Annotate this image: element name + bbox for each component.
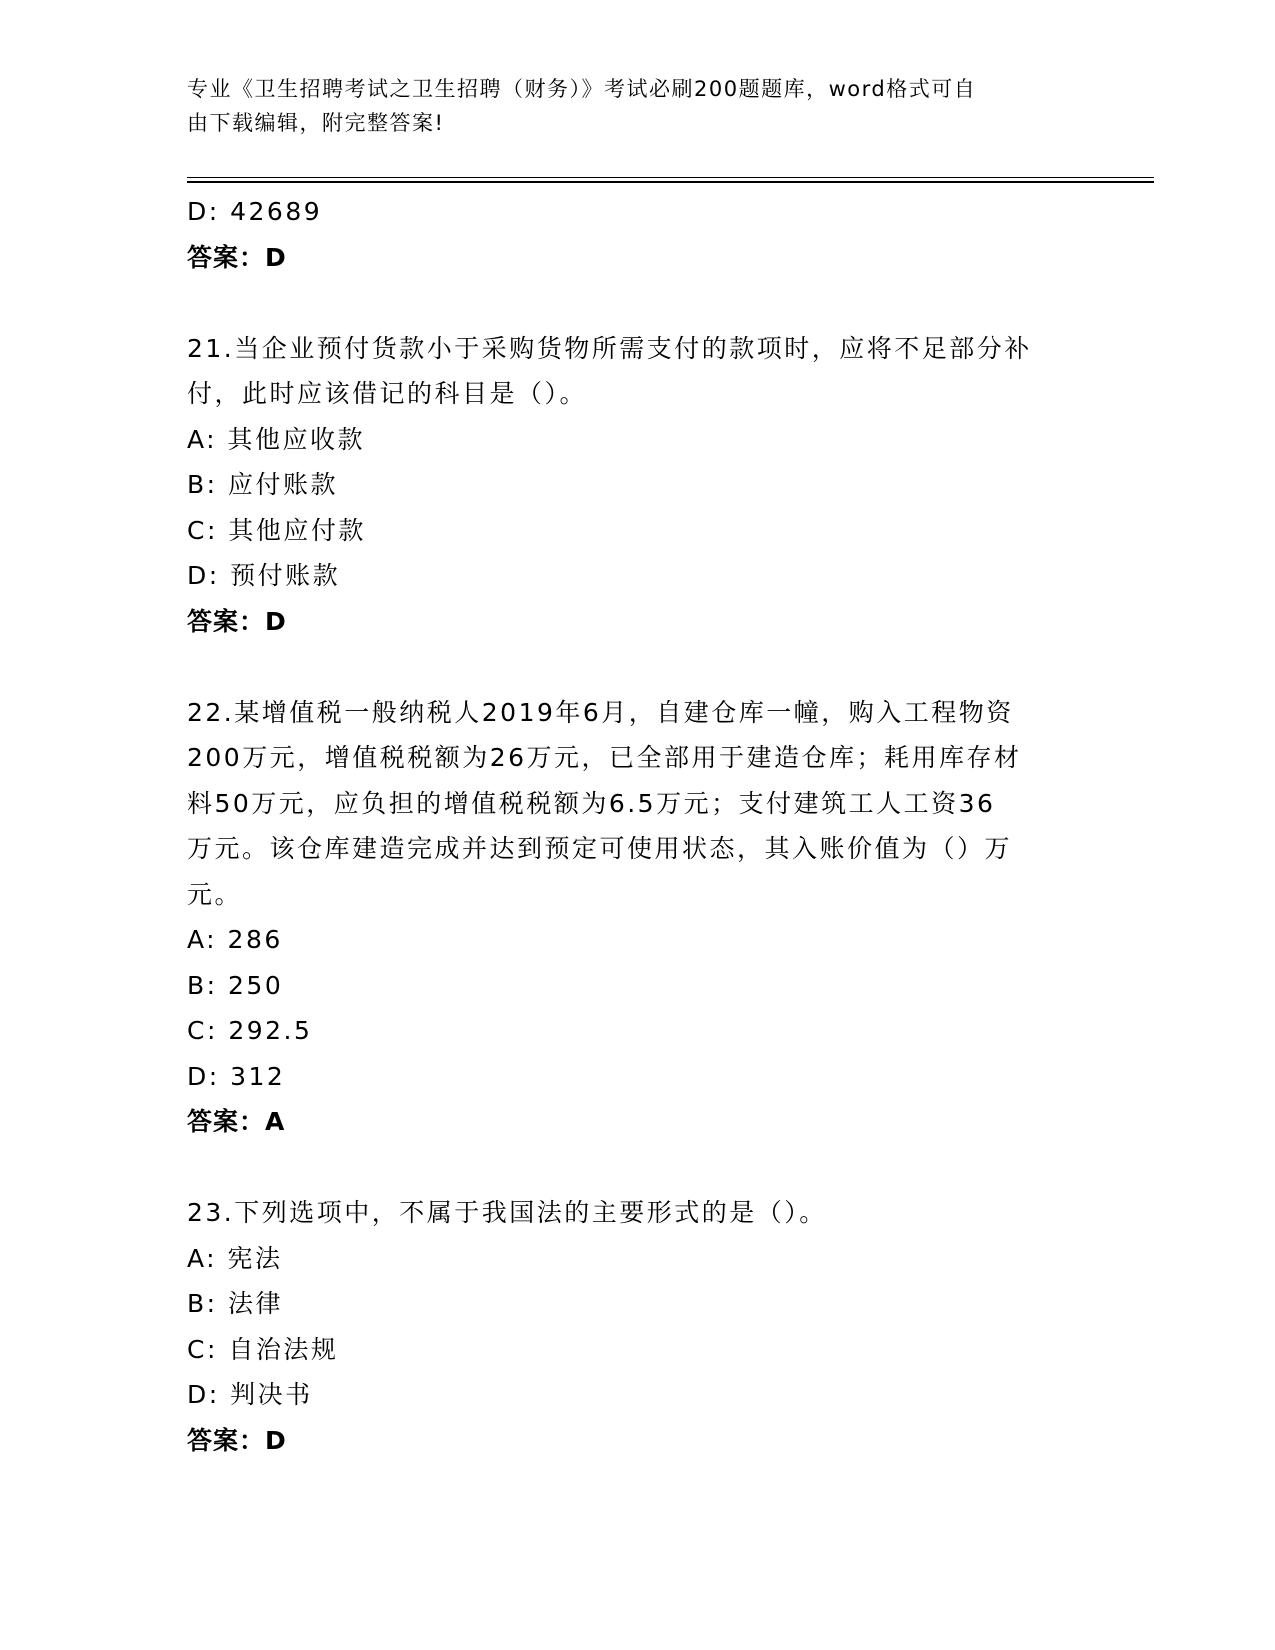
- question-stem-line: 料50万元，应负担的增值税税额为6.5万元；支付建筑工人工资36: [187, 788, 996, 818]
- header-divider-thick: [187, 181, 1154, 183]
- question-21: [187, 326, 1087, 645]
- header-title-line-1: 专业《卫生招聘考试之卫生招聘（财务）》考试必刷200题题库，word格式可自: [187, 77, 977, 101]
- option-d: D: 42689: [187, 197, 323, 226]
- option-b: B: 应付账款: [187, 470, 339, 499]
- header-title-line-2: 由下载编辑，附完整答案!: [187, 111, 445, 135]
- document-header: [187, 72, 1067, 140]
- question-stem-line: 万元。该仓库建造完成并达到预定可使用状态，其入账价值为（）万: [187, 834, 1013, 863]
- header-divider-thin: [187, 177, 1154, 178]
- option-d: D: 312: [187, 1061, 286, 1091]
- option-a: A: 其他应收款: [187, 424, 366, 454]
- option-b: B: 法律: [187, 1289, 284, 1318]
- option-c: C: 292.5: [187, 1016, 313, 1045]
- question-22: [187, 690, 1087, 1145]
- question-stem-line: 23.下列选项中，不属于我国法的主要形式的是（）。: [187, 1198, 827, 1227]
- question-stem-line: 22.某增值税一般纳税人2019年6月，自建仓库一幢，购入工程物资: [187, 697, 1014, 727]
- option-d: D: 预付账款: [187, 561, 341, 590]
- answer-line: 答案：A: [187, 1107, 286, 1136]
- previous-question-tail: [187, 189, 1087, 280]
- option-d: D: 判决书: [187, 1380, 313, 1409]
- option-c: C: 自治法规: [187, 1334, 339, 1364]
- option-b: B: 250: [187, 970, 284, 1000]
- spacer: [187, 644, 1087, 690]
- answer-line: 答案：D: [187, 1425, 287, 1455]
- option-a: A: 286: [187, 925, 283, 954]
- question-stem-line: 元。: [187, 879, 243, 909]
- question-stem-line: 21.当企业预付货款小于采购货物所需支付的款项时，应将不足部分补: [187, 333, 1032, 363]
- option-c: C: 其他应付款: [187, 515, 366, 545]
- answer-line: 答案：D: [187, 242, 287, 272]
- spacer: [187, 280, 1087, 326]
- option-a: A: 宪法: [187, 1243, 283, 1273]
- answer-line: 答案：D: [187, 606, 287, 636]
- spacer: [187, 1145, 1087, 1191]
- question-23: [187, 1190, 1087, 1463]
- question-stem-line: 付，此时应该借记的科目是（）。: [187, 379, 588, 408]
- question-stem-line: 200万元，增值税税额为26万元，已全部用于建造仓库；耗用库存材: [187, 743, 1022, 772]
- document-body: [187, 189, 1087, 1463]
